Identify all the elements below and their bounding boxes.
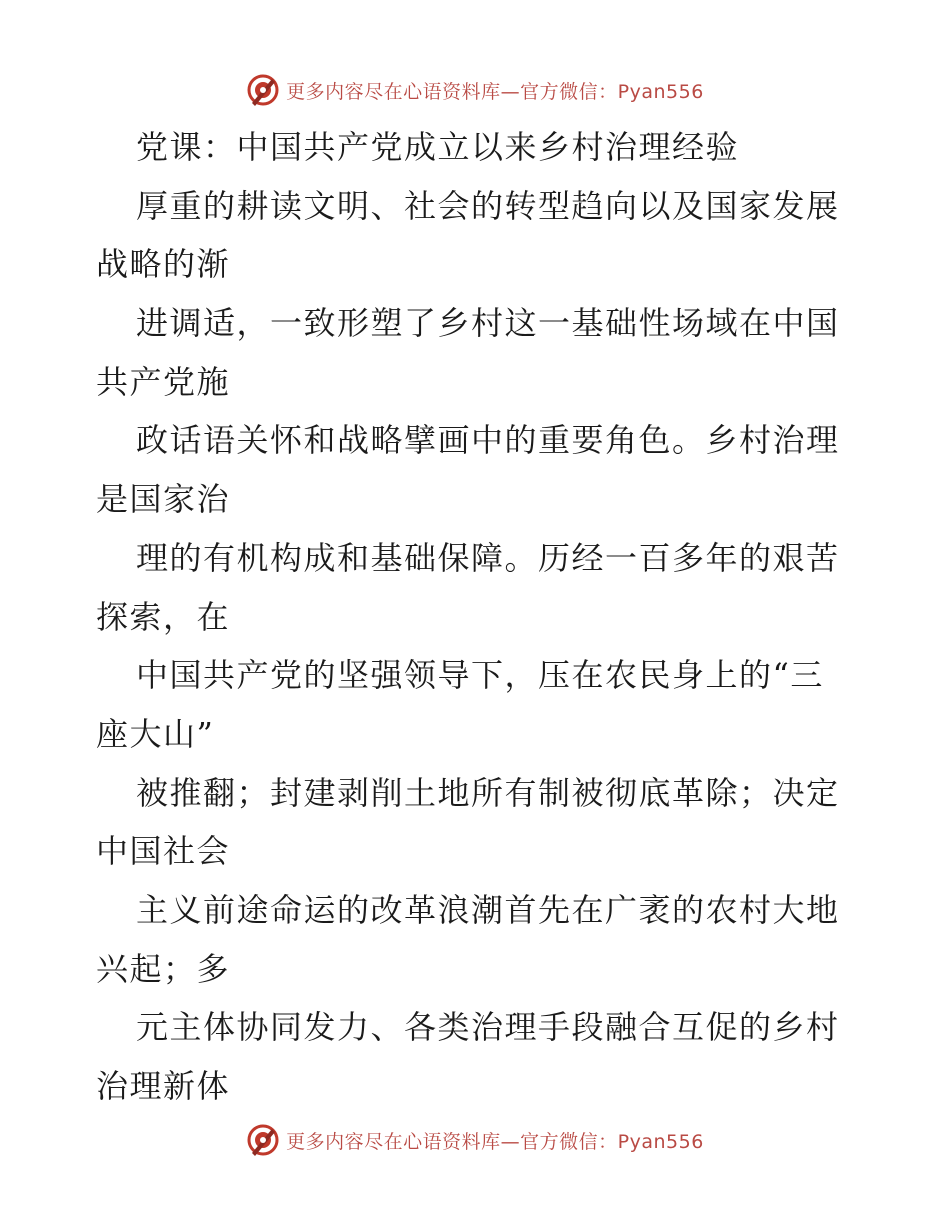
paragraph-line: 政话语关怀和战略擘画中的重要角色。乡村治理 — [136, 421, 840, 460]
footer-watermark-banner — [0, 1120, 950, 1160]
header-watermark-text: 更多内容尽在心语资料库—官方微信：Pyan556 — [286, 80, 704, 103]
paragraph-line: 理的有机构成和基础保障。历经一百多年的艰苦 — [136, 538, 840, 577]
paragraph-line: 兴起；多 — [96, 949, 231, 988]
pen-logo-icon — [246, 1123, 280, 1157]
footer-watermark-text: 更多内容尽在心语资料库—官方微信：Pyan556 — [286, 1130, 704, 1153]
pen-logo-icon — [246, 73, 280, 107]
header-watermark-banner — [0, 70, 950, 110]
paragraph-line: 元主体协同发力、各类治理手段融合互促的乡村 — [136, 1008, 840, 1047]
paragraph-line: 中国社会 — [96, 832, 231, 871]
document-title: 党课：中国共产党成立以来乡村治理经验 — [136, 128, 740, 166]
paragraph-line: 被推翻；封建剥削土地所有制被彻底革除；决定 — [136, 773, 840, 812]
paragraph-line: 厚重的耕读文明、社会的转型趋向以及国家发展 — [136, 186, 840, 225]
paragraph-line: 共产党施 — [96, 362, 231, 401]
paragraph-line: 战略的渐 — [96, 245, 231, 284]
paragraph-line: 是国家治 — [96, 480, 231, 519]
paragraph-line: 座大山” — [96, 714, 215, 753]
paragraph-line: 主义前途命运的改革浪潮首先在广袤的农村大地 — [136, 890, 840, 929]
paragraph-line: 治理新体 — [96, 1067, 231, 1105]
paragraph-line: 中国共产党的坚强领导下，压在农民身上的“三 — [136, 656, 824, 695]
paragraph-line: 探索，在 — [96, 597, 231, 636]
document-body — [96, 118, 856, 1116]
paragraph-line: 进调适，一致形塑了乡村这一基础性场域在中国 — [136, 304, 840, 343]
